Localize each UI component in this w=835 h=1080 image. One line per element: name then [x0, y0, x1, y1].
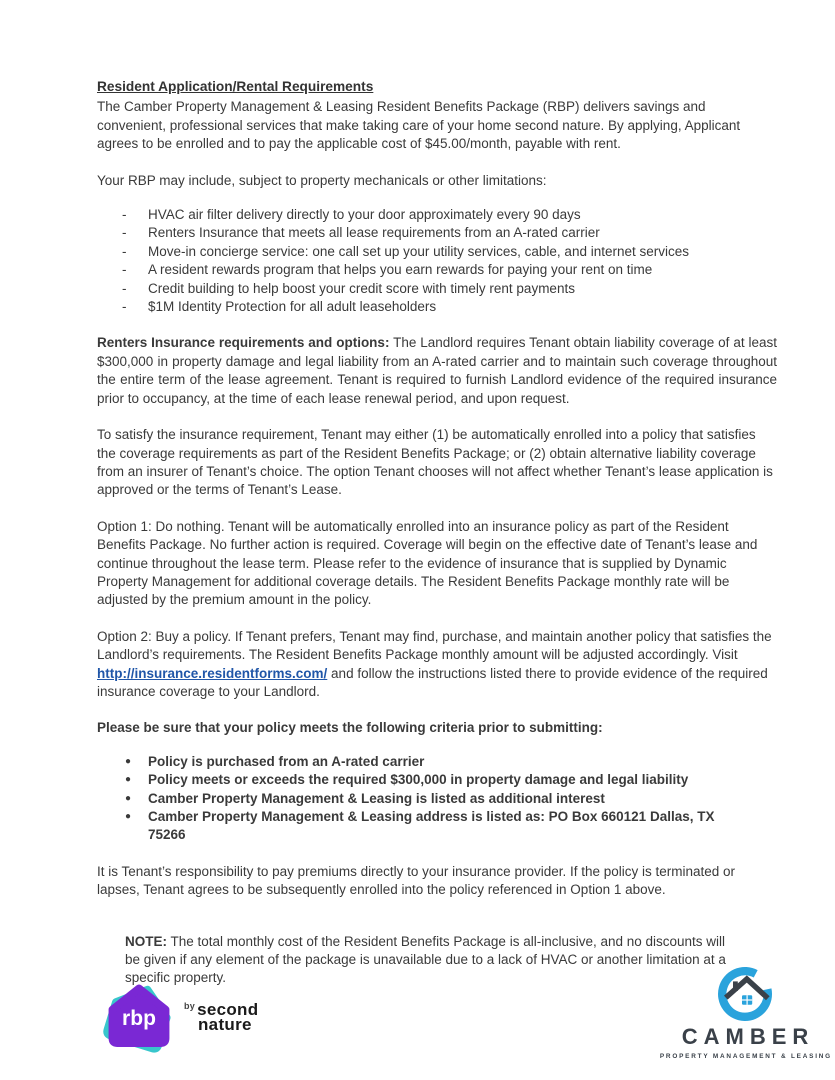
list-item [122, 261, 777, 279]
list-item [122, 790, 777, 808]
second-nature-line2: nature [198, 1014, 252, 1034]
note-text: The total monthly cost of the Resident Benefits Package is all-inclusive, and no discounts will be given if any element of the package is unavailable due to a lack of HVAC or another limitation at a specific property. [125, 933, 726, 986]
page-title: Resident Application/Rental Requirements [97, 79, 374, 94]
dash-bullet-icon: - [122, 243, 127, 259]
list-item-text: Camber Property Management & Leasing is listed as additional interest [148, 790, 605, 806]
camber-tagline: PROPERTY MANAGEMENT & LEASING [659, 1053, 832, 1061]
renters-insurance-label: Renters Insurance requirements and options: [97, 335, 390, 351]
criteria-heading: Please be sure that your policy meets the following criteria prior to submitting: [97, 720, 603, 736]
rbp-intro-line: Your RBP may include, subject to property mechanicals or other limitations: [97, 172, 547, 188]
dash-bullet-icon: - [122, 280, 127, 296]
list-item-text: Policy is purchased from an A-rated carrier [148, 753, 425, 769]
second-nature-line1: second [197, 999, 259, 1019]
dash-bullet-icon: - [122, 207, 127, 223]
list-item-text: A resident rewards program that helps you earn rewards for paying your rent on time [148, 262, 653, 278]
renters-insurance-text: The Landlord requires Tenant obtain liability coverage of at least $300,000 in property damage and legal liability from an A-rated carrier and to maintain such coverage throughout the entire term of the lease agreement. Tenant is required to furnish Landlord evidence of the required insurance prior to occupancy, at the time of each lease renewal period, and upon request. [97, 335, 777, 406]
renters-insurance-paragraph [97, 334, 777, 408]
list-item-text: Credit building to help boost your credit score with timely rent payments [148, 280, 575, 296]
list-item [122, 224, 777, 242]
criteria-list [122, 753, 777, 845]
list-item [122, 243, 777, 261]
satisfy-paragraph: To satisfy the insurance requirement, Tenant may either (1) be automatically enrolled into a policy that satisfies the coverage requirements as part of the Resident Benefits Package; or (2) obtain alternative liability coverage from an insurer of Tenant’s choice. The option Tenant chooses will not affect whether Tenant’s lease application is approved or the terms of Tenant’s Lease. [97, 427, 773, 498]
list-item-text: Renters Insurance that meets all lease requirements from an A-rated carrier [148, 225, 600, 241]
dot-bullet-icon: ● [125, 755, 132, 767]
option2-before-link: Option 2: Buy a policy. If Tenant prefers, Tenant may find, purchase, and maintain another policy that satisfies the Landlord’s requirements. The Resident Benefits Package monthly amount will be adjusted accordingly. Visit [97, 628, 772, 663]
list-item-text: Camber Property Management & Leasing address is listed as: PO Box 660121 Dallas, TX 75266 [148, 809, 715, 843]
camber-wordmark: CAMBER [681, 1024, 815, 1049]
camber-logo [659, 962, 832, 1067]
footer-logos [100, 962, 832, 1067]
insurance-link[interactable]: http://insurance.residentforms.com/ [97, 665, 328, 681]
dash-bullet-icon: - [122, 262, 127, 278]
dot-bullet-icon: ● [125, 811, 132, 822]
option2-after-link: and follow the instructions listed there to provide evidence of the required insurance coverage to your Landlord. [97, 665, 768, 699]
list-item-text: $1M Identity Protection for all adult leaseholders [148, 299, 437, 315]
list-item-text: Move-in concierge service: one call set up your utility services, cable, and internet services [148, 243, 689, 259]
rbp-benefits-list [122, 206, 777, 316]
rbp-badge-text: rbp [122, 1007, 156, 1031]
responsibility-paragraph: It is Tenant’s responsibility to pay premiums directly to your insurance provider. If the policy is terminated or lapses, Tenant agrees to be subsequently enrolled into the policy referenced in Option 1 above. [97, 863, 736, 898]
camber-house-icon [709, 962, 781, 1026]
option1-paragraph: Option 1: Do nothing. Tenant will be automatically enrolled into an insurance policy as part of the Resident Benefits Package. No further action is required. Coverage will begin on the effective date of Tenant’s lease and continue throughout the lease term. Please refer to the evidence of insurance that is supplied by Dynamic Property Management for additional coverage details. The Resident Benefits Package monthly rate will be adjusted by the premium amount in the policy. [97, 518, 758, 608]
by-label: by [184, 1000, 196, 1011]
list-item [122, 298, 777, 316]
second-nature-wordmark [184, 999, 258, 1032]
option2-paragraph [97, 628, 777, 702]
list-item [122, 753, 777, 771]
note-label: NOTE: [125, 933, 167, 949]
dot-bullet-icon: ● [125, 792, 132, 804]
list-item [122, 280, 777, 298]
list-item-text: Policy meets or exceeds the required $300,000 in property damage and legal liability [148, 772, 689, 788]
rbp-house-icon [100, 976, 178, 1054]
dash-bullet-icon: - [122, 225, 127, 241]
rbp-logo [100, 976, 258, 1054]
dot-bullet-icon: ● [125, 774, 132, 786]
list-item [122, 771, 777, 789]
list-item-text: HVAC air filter delivery directly to your door approximately every 90 days [148, 207, 581, 223]
list-item [122, 206, 777, 224]
dash-bullet-icon: - [122, 299, 127, 315]
intro-paragraph: The Camber Property Management & Leasing Resident Benefits Package (RBP) delivers savings and convenient, professional services that make taking care of your home second nature. By applying, Applicant agrees to be enrolled and to pay the applicable cost of $45.00/month, payable with rent. [97, 99, 741, 152]
list-item [122, 808, 777, 845]
